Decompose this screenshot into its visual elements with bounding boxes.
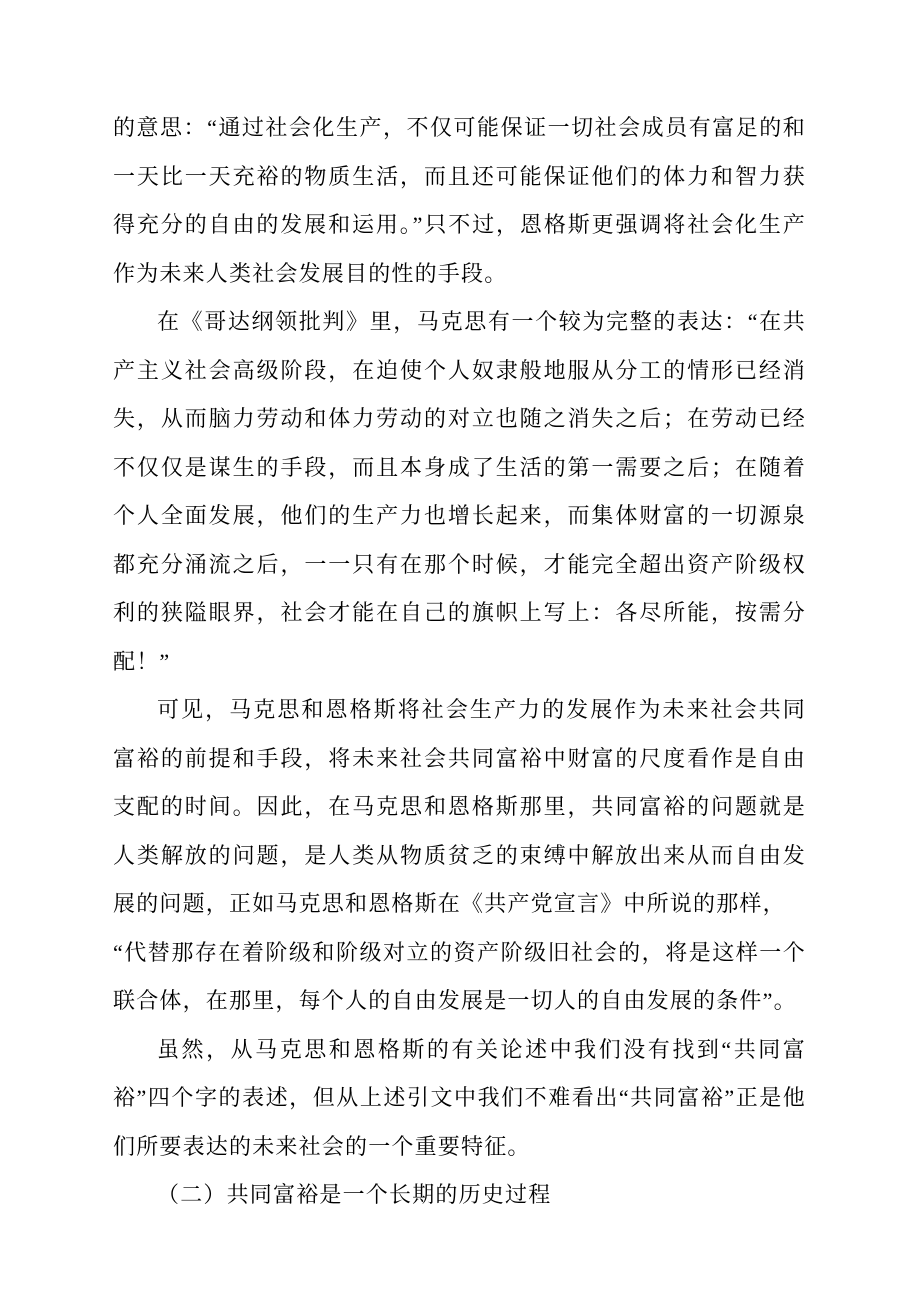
body-paragraph-manifesto-quote: “代替那存在着阶级和阶级对立的资产阶级旧社会的，将是这样一个联合体，在那里，每个人的自由发展是一切人的自由发展的条件”。 xyxy=(113,939,806,1013)
body-paragraph-summary: 可见，马克思和恩格斯将社会生产力的发展作为未来社会共同富裕的前提和手段，将未来社会共同富裕中财富的尺度看作是自由支配的时间。因此，在马克思和恩格斯那里，共同富裕的问题就是人类解放的问题，是人类从物质贫乏的束缚中解放出来从而自由发展的问题，正如马克思和恩格斯在《共产党宣言》中所说的那样， xyxy=(113,697,806,916)
body-paragraph-continuation: 的意思：“通过社会化生产，不仅可能保证一切社会成员有富足的和一天比一天充裕的物质生活，而且还可能保证他们的体力和智力获得充分的自由的发展和运用。”只不过，恩格斯更强调将社会化生产作为未来人类社会发展目的性的手段。 xyxy=(113,115,806,286)
body-paragraph-conclusion: 虽然，从马克思和恩格斯的有关论述中我们没有找到“共同富裕”四个字的表述，但从上述引文中我们不难看出“共同富裕”正是他们所要表达的未来社会的一个重要特征。 xyxy=(113,1036,806,1159)
body-paragraph-gotha-critique: 在《哥达纲领批判》里，马克思有一个较为完整的表达：“在共产主义社会高级阶段，在迫使个人奴隶般地服从分工的情形已经消失，从而脑力劳动和体力劳动的对立也随之消失之后；在劳动已经不仅仅是谋生的手段，而且本身成了生活的第一需要之后；在随着个人全面发展，他们的生产力也增长起来，而集体财富的一切源泉都充分涌流之后，一一只有在那个时候，才能完全超出资产阶级权利的狭隘眼界，社会才能在自己的旗帜上写上：各尽所能，按需分配！” xyxy=(113,309,806,674)
section-heading: （二）共同富裕是一个长期的历史过程 xyxy=(157,1182,552,1207)
